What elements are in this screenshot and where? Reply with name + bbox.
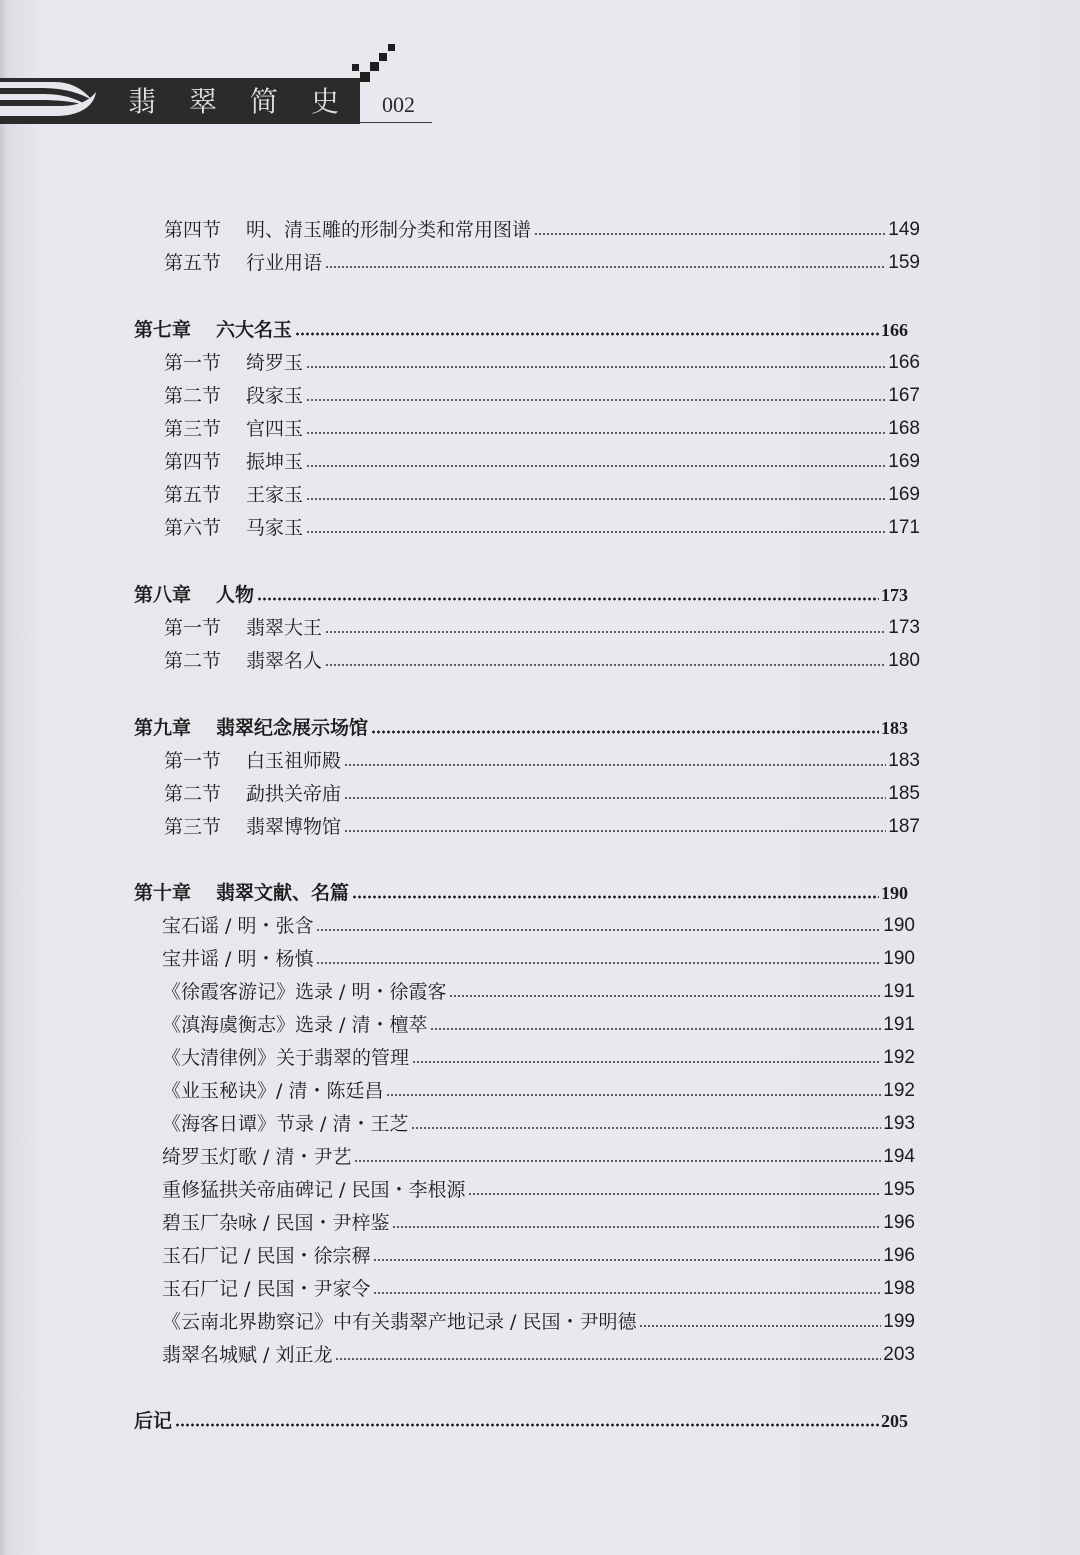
toc-page-number: 205 [881, 1411, 908, 1431]
dot-leader [373, 1257, 881, 1263]
swoosh-ornament-icon [0, 78, 120, 124]
toc-entry [164, 610, 920, 640]
dot-leader [175, 1422, 879, 1428]
toc-entry [162, 1238, 915, 1268]
toc-entry-title [162, 1013, 427, 1037]
toc-chapter-entry [134, 1403, 908, 1433]
toc-page-number: 183 [881, 718, 908, 738]
pixel-square-ornament-icon [360, 72, 370, 82]
dot-leader [371, 729, 879, 735]
dot-leader [354, 1158, 881, 1164]
toc-entry-text: 马家玉 [246, 517, 304, 539]
toc-entry-label: 第五节 [164, 484, 222, 506]
toc-entry-text: 翡翠博物馆 [246, 816, 342, 838]
toc-entry-text: 翡翠纪念展示场馆 [216, 717, 369, 739]
toc-page-number: 199 [883, 1311, 915, 1332]
toc-entry [162, 1271, 915, 1301]
toc-page-number: 196 [883, 1245, 915, 1266]
toc-page-number: 167 [888, 385, 920, 406]
toc-entry-label: 第五节 [164, 252, 222, 274]
page-number: 002 [382, 92, 415, 117]
toc-entry-text: 行业用语 [246, 252, 323, 274]
pixel-square-ornament-icon [352, 64, 359, 71]
toc-entry-text: 翡翠名城赋 / 刘正龙 [162, 1344, 333, 1366]
toc-entry-text: 王家玉 [246, 484, 304, 506]
toc-entry-text: 官四玉 [246, 418, 304, 440]
dot-leader [412, 1059, 881, 1065]
dot-leader [449, 993, 881, 999]
toc-entry-text: 人物 [216, 584, 255, 606]
toc-entry [164, 345, 920, 375]
toc-page-number: 196 [883, 1212, 915, 1233]
toc-entry-label: 第七章 [134, 319, 192, 341]
toc-page-number: 173 [881, 585, 908, 605]
pixel-square-ornament-icon [370, 62, 379, 71]
toc-entry-label: 第二节 [164, 385, 222, 407]
dot-leader [306, 430, 886, 436]
toc-page-number: 190 [883, 915, 915, 936]
toc-entry [162, 908, 915, 938]
toc-entry [162, 941, 915, 971]
toc-entry-label: 第四节 [164, 451, 222, 473]
toc-page-number: 187 [888, 816, 920, 837]
toc-page-number: 192 [883, 1047, 915, 1068]
toc-page-number: 185 [888, 783, 920, 804]
toc-entry-title [164, 616, 322, 640]
toc-entry-text: 绮罗玉 [246, 352, 304, 374]
toc-entry-text: 《云南北界勘察记》中有关翡翠产地记录 / 民国・尹明德 [162, 1311, 637, 1333]
toc-entry-label: 第一节 [164, 750, 222, 772]
toc-entry-title [164, 351, 303, 375]
toc-entry-title [134, 583, 254, 607]
toc-entry-text: 翡翠文献、名篇 [216, 882, 350, 904]
toc-entry [164, 743, 920, 773]
toc-entry-text: 宝井谣 / 明・杨慎 [162, 948, 314, 970]
toc-entry-text: 《业玉秘诀》/ 清・陈廷昌 [162, 1080, 384, 1102]
toc-entry-title [164, 450, 303, 474]
toc-page-number: 190 [881, 883, 908, 903]
toc-page-number: 169 [888, 451, 920, 472]
toc-entry-title [162, 1310, 636, 1334]
header-rule [360, 122, 432, 123]
toc-entry-title [164, 649, 322, 673]
toc-entry-title [162, 1178, 465, 1202]
toc-entry-text: 《滇海虞衡志》选录 / 清・檀萃 [162, 1014, 428, 1036]
toc-page-number: 168 [888, 418, 920, 439]
toc-entry-title [164, 483, 303, 507]
dot-leader [468, 1191, 881, 1197]
dot-leader [373, 1290, 881, 1296]
toc-page-number: 191 [883, 1014, 915, 1035]
toc-page-number: 191 [883, 981, 915, 1002]
toc-chapter-entry [134, 312, 908, 342]
toc-entry-text: 宝石谣 / 明・张含 [162, 915, 314, 937]
toc-entry-label: 第二节 [164, 783, 222, 805]
toc-entry-title [164, 384, 303, 408]
toc-entry-label: 第八章 [134, 584, 192, 606]
toc-page-number: 180 [888, 650, 920, 671]
toc-chapter-entry [134, 577, 908, 607]
toc-entry [162, 1337, 915, 1367]
toc-page-number: 166 [888, 352, 920, 373]
dot-leader [411, 1125, 881, 1131]
toc-entry-title [162, 947, 313, 971]
dot-leader [430, 1026, 881, 1032]
toc-page-number: 166 [881, 320, 908, 340]
pixel-square-ornament-icon [388, 44, 395, 51]
toc-entry-text: 绮罗玉灯歌 / 清・尹艺 [162, 1146, 352, 1168]
toc-page-number: 203 [883, 1344, 915, 1365]
dot-leader [344, 762, 886, 768]
toc-entry-text: 振坤玉 [246, 451, 304, 473]
toc-entry [164, 411, 920, 441]
toc-entry-label: 第一节 [164, 617, 222, 639]
toc-entry-title [164, 815, 341, 839]
toc-entry-title [134, 881, 349, 905]
dot-leader [352, 894, 879, 900]
toc-entry-label: 第四节 [164, 219, 222, 241]
toc-entry-text: 明、清玉雕的形制分类和常用图谱 [246, 219, 532, 241]
toc-entry-title [164, 749, 341, 773]
toc-entry [162, 1172, 915, 1202]
running-header [0, 40, 440, 130]
toc-entry-text: 段家玉 [246, 385, 304, 407]
dot-leader [316, 927, 881, 933]
toc-entry-title [164, 251, 322, 275]
toc-entry-label: 第十章 [134, 882, 192, 904]
dot-leader [325, 662, 886, 668]
dot-leader [534, 231, 886, 237]
toc-entry [164, 245, 920, 275]
toc-entry-label: 第九章 [134, 717, 192, 739]
toc-page-number: 173 [888, 617, 920, 638]
dot-leader [386, 1092, 881, 1098]
toc-entry-title [164, 218, 531, 242]
toc-entry-title [162, 1112, 408, 1136]
toc-entry [164, 477, 920, 507]
toc-entry-text: 玉石厂记 / 民国・徐宗稺 [162, 1245, 371, 1267]
toc-entry-label: 第一节 [164, 352, 222, 374]
toc-entry-title [162, 1277, 370, 1301]
toc-page-number: 169 [888, 484, 920, 505]
toc-entry [162, 1205, 915, 1235]
toc-page-number: 183 [888, 750, 920, 771]
toc-entry-text: 翡翠大王 [246, 617, 323, 639]
toc-entry-text: 勐拱关帝庙 [246, 783, 342, 805]
toc-entry-title [134, 716, 368, 740]
toc-entry [162, 1106, 915, 1136]
toc-page-number: 192 [883, 1080, 915, 1101]
toc-entry-text: 碧玉厂杂咏 / 民国・尹梓鉴 [162, 1212, 390, 1234]
toc-entry-title [162, 914, 313, 938]
toc-entry-label: 第三节 [164, 816, 222, 838]
toc-page-number: 190 [883, 948, 915, 969]
dot-leader [257, 596, 879, 602]
toc-entry-title [162, 1211, 389, 1235]
toc-entry [164, 809, 920, 839]
dot-leader [306, 496, 886, 502]
header-book-title: 翡翠简史 [128, 85, 373, 118]
toc-entry-title [162, 1244, 370, 1268]
toc-page-number: 149 [888, 219, 920, 240]
dot-leader [306, 397, 886, 403]
toc-entry [164, 212, 920, 242]
toc-entry-title [162, 1046, 409, 1070]
dot-leader [325, 629, 886, 635]
toc-page-number: 195 [883, 1179, 915, 1200]
dot-leader [316, 960, 881, 966]
toc-entry [164, 444, 920, 474]
toc-entry [162, 1007, 915, 1037]
toc-page-number: 194 [883, 1146, 915, 1167]
toc-entry-title [164, 417, 303, 441]
toc-entry-label: 第六节 [164, 517, 222, 539]
toc-entry-label: 第三节 [164, 418, 222, 440]
toc-entry-text: 《徐霞客游记》选录 / 明・徐霞客 [162, 981, 447, 1003]
toc-entry [162, 1040, 915, 1070]
toc-entry-text: 后记 [134, 1410, 173, 1432]
toc-entry [162, 1073, 915, 1103]
toc-page-number: 193 [883, 1113, 915, 1134]
toc-entry [162, 974, 915, 1004]
toc-entry-label: 第二节 [164, 650, 222, 672]
dot-leader [306, 529, 886, 535]
toc-entry-title [162, 1079, 383, 1103]
toc-entry [162, 1139, 915, 1169]
toc-page-number: 198 [883, 1278, 915, 1299]
toc-entry [162, 1304, 915, 1334]
dot-leader [306, 364, 886, 370]
toc-entry-title [134, 1409, 172, 1433]
toc-entry-text: 玉石厂记 / 民国・尹家令 [162, 1278, 371, 1300]
toc-entry [164, 510, 920, 540]
toc-entry-text: 六大名玉 [216, 319, 293, 341]
toc-entry-text: 白玉祖师殿 [246, 750, 342, 772]
page-spine-shadow [0, 0, 8, 1555]
toc-entry [164, 643, 920, 673]
toc-entry-title [164, 782, 341, 806]
toc-entry-title [162, 980, 446, 1004]
toc-page-number: 159 [888, 252, 920, 273]
toc-entry-title [162, 1145, 351, 1169]
toc-entry-title [164, 516, 303, 540]
toc-entry-title [134, 318, 292, 342]
toc-entry-text: 翡翠名人 [246, 650, 323, 672]
toc-entry [164, 776, 920, 806]
dot-leader [306, 463, 886, 469]
toc-chapter-entry [134, 710, 908, 740]
toc-chapter-entry [134, 875, 908, 905]
pixel-square-ornament-icon [379, 53, 387, 61]
toc-page-number: 171 [888, 517, 920, 538]
toc-entry-title [162, 1343, 332, 1367]
dot-leader [325, 264, 886, 270]
dot-leader [335, 1356, 881, 1362]
toc-entry-text: 重修猛拱关帝庙碑记 / 民国・李根源 [162, 1179, 466, 1201]
dot-leader [344, 828, 886, 834]
toc-entry-text: 《海客日谭》节录 / 清・王芝 [162, 1113, 409, 1135]
dot-leader [344, 795, 886, 801]
dot-leader [639, 1323, 881, 1329]
dot-leader [392, 1224, 881, 1230]
toc-entry-text: 《大清律例》关于翡翠的管理 [162, 1047, 410, 1069]
toc-entry [164, 378, 920, 408]
dot-leader [295, 331, 879, 337]
